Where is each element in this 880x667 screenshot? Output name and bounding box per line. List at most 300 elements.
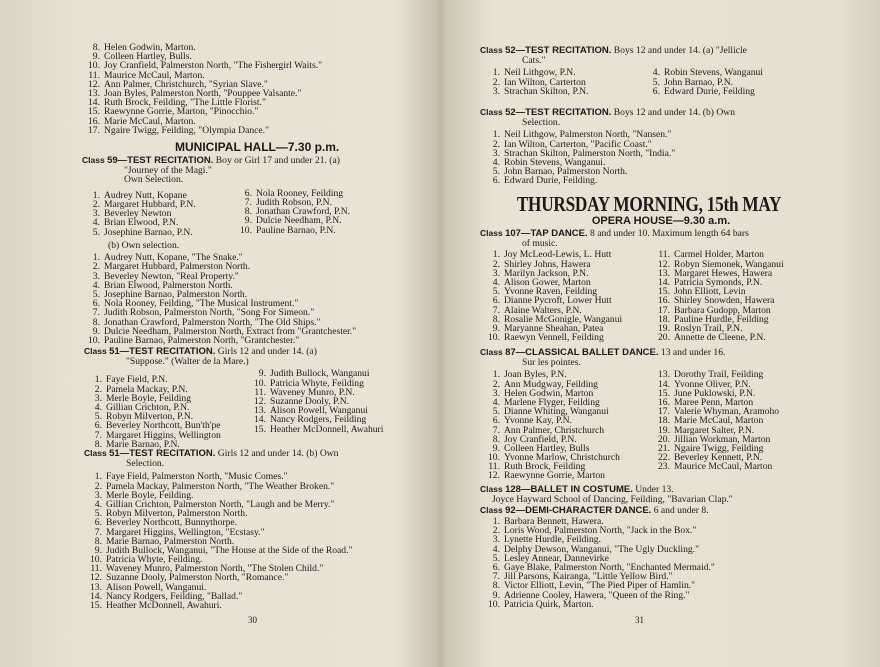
entry-text: Suzanne Dooly, P.N. [270, 395, 350, 407]
entry-number: 8. [492, 580, 500, 592]
entry-number: 3. [92, 208, 100, 220]
entry-number: 13. [90, 581, 102, 593]
class-51a-sub1: "Suppose." (Walter de la Mare.) [126, 356, 249, 367]
entry-text: Faye Field, Palmerston North, "Music Comes." [106, 471, 288, 483]
entry-number: 16. [658, 295, 670, 307]
entry-number: 2. [492, 258, 500, 270]
entry-text: Edward Durie, Feilding. [504, 175, 598, 187]
entry-number: 12. [90, 572, 102, 584]
entry-text: Brian Elwood, P.N. [104, 217, 179, 229]
entry-text: Marie Barnao, Palmerston North. [106, 535, 235, 547]
entry-text: Pauline Barnao, Palmerston North, "Grantchester." [104, 334, 300, 346]
entry-number: 5. [94, 508, 102, 520]
right-page [442, 0, 880, 667]
entry-number: 6. [94, 420, 102, 432]
entry-number: 7. [94, 526, 102, 538]
class-87-col-b [656, 370, 779, 471]
list-item [238, 226, 350, 235]
entry-text: Josephine Barnao, P.N. [104, 226, 193, 238]
entry-number: 6. [94, 517, 102, 529]
class-59-col-a [86, 191, 196, 237]
entry-text: Yvonne Oliver, P.N. [674, 378, 751, 390]
entry-text: Alaine Walters, P.N. [504, 304, 582, 316]
list-item [486, 333, 622, 342]
entry-number: 9. [258, 368, 266, 380]
entry-text: Marlene Flyger, Feilding [504, 396, 600, 408]
entry-text: Heather McDonnell, Awahuri [270, 423, 384, 435]
entry-text: Ruth Brock, Feilding, "The Little Florist." [104, 97, 266, 109]
entry-text: Robyn Milverton, P.N. [106, 411, 194, 423]
entry-number: 3. [492, 147, 500, 159]
entry-text: Lynette Hurdle, Feilding. [504, 534, 601, 546]
entry-number: 10. [488, 332, 500, 344]
entry-text: Jonathan Crawford, Palmerston North, "The Old Ships." [104, 316, 321, 328]
hall-heading: MUNICIPAL HALL—7.30 p.m. [175, 140, 340, 154]
entry-number: 9. [492, 322, 500, 334]
entry-number: 8. [92, 316, 100, 328]
entry-number: 15. [254, 423, 266, 435]
entry-text: Yvonne Raven, Feilding [504, 286, 598, 298]
entry-text: Ann Palmer, Christchurch [504, 424, 605, 436]
entry-number: 4. [94, 498, 102, 510]
class-52a-col-b [646, 68, 763, 96]
entry-number: 9. [94, 544, 102, 556]
list-item [486, 600, 876, 609]
entry-text: Pauline Hurdle, Feilding [674, 313, 769, 325]
class-59-sub2: Own Selection. [124, 174, 184, 186]
entry-number: 12. [254, 395, 266, 407]
entry-number: 10. [90, 554, 102, 566]
class-52b-block [480, 107, 860, 186]
entry-text: Dulcie Needham, Palmerston North, Extract from "Grantchester." [104, 325, 357, 337]
entry-number: 15. [658, 387, 670, 399]
entry-text: Barbara Gudopp, Marton [674, 304, 771, 316]
class-52a-header: Class 52—TEST RECITATION. Boys 12 and under 14. (a) "Jellicle [480, 45, 747, 56]
class-92-list [486, 517, 876, 609]
entry-number: 13. [658, 267, 670, 279]
entry-text: Judith Bullock, Wanganui, "The House at the Side of the Road." [106, 544, 353, 556]
entry-number: 3. [492, 267, 500, 279]
entry-number: 4. [92, 279, 100, 291]
entry-text: Rosalie McGonigle, Wanganui [504, 313, 623, 325]
entry-text: Jillian Workman, Marton [674, 433, 771, 445]
entry-text: Alison Powell, Wanganui [270, 405, 368, 417]
entry-text: Joan Byles, P.N. [504, 369, 567, 381]
entry-text: Ngaire Twigg, Feilding, "Olympia Dance." [104, 124, 269, 136]
entry-text: Helen Godwin, Marton [504, 387, 594, 399]
entry-number: 20. [658, 332, 670, 344]
entry-text: Edward Durie, Feilding [664, 85, 755, 97]
entry-text: Joan Byles, Palmerston North, "Pouppee Valsante." [104, 87, 302, 99]
entry-number: 4. [652, 67, 660, 79]
entry-number: 15. [90, 600, 102, 612]
entry-number: 8. [92, 42, 100, 53]
class-52a-col-a [486, 68, 588, 96]
entry-text: Roslyn Trail, P.N. [674, 322, 743, 334]
entry-text: Joy Cranfield, P.N. [504, 433, 577, 445]
entry-text: Pamela Mackay, Palmerston North, "The Weather Broken." [106, 480, 335, 492]
entry-number: 2. [492, 378, 500, 390]
entry-text: Maryanne Sheahan, Patea [504, 322, 604, 334]
entry-number: 11. [658, 249, 670, 261]
class-59-block [82, 155, 422, 345]
entry-number: 1. [92, 252, 100, 264]
class-59-b-label: (b) Own selection. [108, 239, 180, 251]
entry-text: Valerie Whyman, Aramoho [674, 406, 780, 418]
list-item [656, 462, 779, 471]
class-128-header: Class 128—BALLET IN COSTUME. Under 13. [480, 484, 674, 495]
entry-number: 4. [492, 543, 500, 555]
entry-text: Marilyn Jackson, P.N. [504, 267, 589, 279]
entry-number: 18. [658, 313, 670, 325]
entry-text: Robin Stevens, Wanganui [664, 67, 763, 79]
entry-text: Marie McCaul, Marton. [104, 115, 196, 127]
class-51b-list [88, 472, 428, 610]
entry-number: 2. [94, 480, 102, 492]
class-59-header: Class 59—TEST RECITATION. Boy or Girl 17 and under 21. (a) [82, 155, 340, 166]
entry-text: Shirley Snowden, Hawera [674, 295, 775, 307]
entry-text: Shirley Johns, Hawera [504, 258, 591, 270]
entry-number: 8. [244, 206, 252, 218]
entry-text: Patricia Symonds, P.N. [674, 276, 763, 288]
entry-number: 6. [492, 175, 500, 187]
entry-number: 3. [94, 489, 102, 501]
class-52b-header: Class 52—TEST RECITATION. Boys 12 and under 14. (b) Own [480, 107, 736, 118]
entry-text: Ian Wilton, Carterton [504, 76, 586, 88]
entry-number: 5. [92, 226, 100, 238]
entry-number: 11. [488, 461, 500, 473]
entry-number: 8. [492, 433, 500, 445]
entry-number: 13. [254, 405, 266, 417]
entry-text: Beverley Northcott, Bunnythorpe. [106, 517, 238, 529]
entry-number: 16. [658, 396, 670, 408]
entry-text: Patricia Whyte, Feilding [270, 377, 364, 389]
entry-number: 4. [94, 401, 102, 413]
entry-number: 21. [658, 442, 670, 454]
entry-number: 15. [88, 106, 100, 118]
entry-number: 4. [92, 217, 100, 229]
entry-number: 17. [88, 124, 100, 136]
class-51a-col-a [88, 375, 221, 449]
list-item [486, 471, 620, 480]
entry-text: Gillian Crichton, Palmerston North, "Laugh and be Merry." [106, 498, 335, 510]
entry-number: 3. [492, 387, 500, 399]
entry-number: 16. [88, 115, 100, 127]
entry-text: Strachan Skilton, Palmerston North, "India." [504, 147, 676, 159]
entry-number: 1. [492, 516, 500, 527]
class-128-sub1: Joyce Hayward School of Dancing, Feilding, "Bavarian Clap." [492, 494, 733, 505]
entry-number: 7. [492, 424, 500, 436]
entry-text: Alison Gower, Marton [504, 276, 591, 288]
entry-number: 12. [488, 470, 500, 482]
class-107-entries [480, 250, 870, 346]
entry-number: 7. [492, 571, 500, 583]
entry-text: Helen Godwin, Marton. [104, 42, 196, 53]
entry-number: 18. [658, 415, 670, 427]
entry-number: 13. [658, 369, 670, 381]
entry-number: 10. [488, 598, 500, 610]
entry-text: Alison Powell, Wanganui. [106, 581, 207, 593]
entry-text: Beverley Kennett, P.N. [674, 452, 763, 464]
entry-text: Ann Palmer, Christchurch, "Syrian Slave." [104, 78, 268, 90]
entry-number: 5. [492, 166, 500, 178]
entry-number: 17. [658, 406, 670, 418]
entry-text: Margaret Higgins, Wellington, "Ecstasy." [106, 526, 265, 538]
entry-number: 14. [88, 97, 100, 109]
entry-text: Merle Boyle, Feilding. [106, 489, 194, 501]
entry-number: 2. [92, 261, 100, 273]
entry-text: Colleen Hartley, Bulls. [104, 51, 192, 63]
entry-number: 9. [492, 442, 500, 454]
entry-number: 4. [492, 276, 500, 288]
class-59-col-b [238, 189, 350, 235]
entry-text: Victor Elliott, Levin, "The Pied Piper of Hamlin." [504, 580, 696, 592]
entry-number: 12. [658, 258, 670, 270]
entry-text: Patricia Quirk, Marton. [504, 598, 594, 610]
entry-text: Margaret Hubbard, P.N. [104, 199, 196, 210]
entry-text: Judith Robson, P.N. [256, 197, 332, 208]
entry-text: Gillian Crichton, P.N. [106, 401, 190, 413]
entry-text: Faye Field, P.N. [106, 374, 168, 386]
entry-text: John Elliott, Levin [674, 286, 746, 298]
entry-text: Ian Wilton, Carterton, "Pacific Coast." [504, 138, 652, 150]
entry-text: Maurice McCaul, Marton [674, 461, 773, 473]
class-107-header: Class 107—TAP DANCE. 8 and under 10. Maximum length 64 bars [480, 228, 749, 239]
entry-number: 7. [492, 304, 500, 316]
class-52a-entries [480, 68, 860, 98]
entry-text: Margaret Hubbard, Palmerston North. [104, 261, 251, 273]
entry-number: 2. [94, 383, 102, 395]
entry-number: 6. [492, 561, 500, 573]
class-52b-list [486, 130, 866, 185]
entry-text: Marie McCaul, Marton [674, 415, 764, 427]
entry-text: John Barnao, Palmerston North. [504, 166, 628, 178]
entry-text: Barbara Bennett, Hawera. [504, 516, 604, 527]
list-item [486, 176, 866, 185]
entry-text: Beverley Northcott, Bun'th'pe [106, 420, 221, 432]
entry-number: 1. [492, 129, 500, 141]
list-item [86, 126, 322, 135]
entry-number: 7. [94, 429, 102, 441]
entry-text: Raewynne Gorrie, Marton, "Pinocchio." [104, 106, 259, 118]
entry-number: 2. [492, 525, 500, 537]
entry-number: 8. [492, 313, 500, 325]
entry-text: Yvonne Marlow, Christchurch [504, 452, 620, 464]
entry-number: 6. [492, 295, 500, 307]
class-107-sub1: of music. [522, 238, 558, 249]
entry-text: Strachan Skilton, P.N. [504, 85, 589, 97]
entry-number: 2. [492, 138, 500, 150]
entry-number: 11. [90, 563, 102, 575]
entry-text: Jonathan Crawford, P.N. [256, 206, 351, 218]
class-59-entries [82, 189, 422, 241]
entry-text: Maurice McCaul, Marton. [104, 69, 205, 81]
entry-text: Ngaire Twigg, Feilding [674, 442, 764, 454]
entry-number: 4. [492, 396, 500, 408]
entry-number: 6. [244, 187, 252, 199]
class-87-entries [480, 370, 870, 486]
entry-text: Delphy Dewson, Wanganui, "The Ugly Duckling." [504, 543, 699, 555]
list-item [252, 425, 383, 434]
entry-number: 10. [240, 224, 252, 236]
entry-number: 1. [92, 189, 100, 201]
class-51a-header: Class 51—TEST RECITATION. Girls 12 and under 14. (a) [84, 346, 317, 357]
entry-text: Merle Boyle, Feilding [106, 392, 191, 404]
entry-text: Audrey Nutt, Kopane, "The Snake." [104, 252, 243, 264]
entry-text: Waveney Munro, P.N. [270, 386, 355, 398]
entry-text: Dianne Pycroft, Lower Hutt [504, 295, 612, 307]
class-52a-block [480, 45, 860, 98]
entry-number: 7. [92, 307, 100, 319]
entry-number: 12. [88, 78, 100, 90]
entry-text: Yvonne Kay, P.N. [504, 415, 572, 427]
entry-text: Gaye Blake, Palmerston North, "Enchanted Mermaid." [504, 561, 715, 573]
entry-text: Adrienne Cooley, Hawera, "Queen of the Ring." [504, 589, 690, 601]
entry-text: Neil Lithgow, Palmerston North, "Nansen." [504, 129, 672, 141]
entry-number: 14. [658, 378, 670, 390]
entry-text: Jill Parsons, Kairanga, "Little Yellow Bird." [504, 571, 673, 583]
venue-heading: OPERA HOUSE—9.30 a.m. [591, 215, 731, 227]
entry-text: Waveney Munro, Palmerston North, "The Stolen Child." [106, 563, 324, 575]
entry-text: Nancy Rodgers, Feilding, "Ballad." [106, 590, 243, 602]
class-92-header: Class 92—DEMI-CHARACTER DANCE. 6 and under 8. [480, 505, 709, 516]
class-107-col-b [656, 250, 784, 342]
entry-text: Margaret Higgins, Wellington [106, 429, 221, 441]
entry-number: 15. [658, 286, 670, 298]
entry-number: 3. [92, 270, 100, 282]
entry-text: Annette de Cleene, P.N. [674, 332, 766, 344]
entry-text: Beverley Newton [104, 208, 172, 220]
entry-text: Nola Rooney, Feilding [256, 187, 344, 199]
class-52b-sub1: Selection. [522, 117, 561, 128]
entry-number: 8. [94, 535, 102, 547]
entry-number: 23. [658, 461, 670, 473]
entry-text: Colleen Hartley, Bulls [504, 442, 590, 454]
entry-text: Lesley Annear, Dannevirke [504, 552, 609, 564]
entry-number: 11. [88, 69, 100, 81]
entry-text: Beverley Newton, "Real Property." [104, 270, 239, 282]
class-51a-entries [84, 369, 424, 449]
entry-text: Judith Robson, Palmerston North, "Song For Simeon." [104, 307, 315, 319]
entry-number: 6. [492, 415, 500, 427]
entry-text: Raewyn Vennell, Feilding [504, 332, 604, 344]
entry-text: Nola Rooney, Feilding, "The Musical Instrument." [104, 298, 299, 310]
class-51b-header: Class 51—TEST RECITATION. Girls 12 and under 14. (b) Own [84, 448, 339, 459]
entry-text: Joy McLeod-Lewis, L. Hutt [504, 249, 612, 261]
class-51a-block [84, 346, 424, 449]
class-92-block [480, 505, 870, 609]
entry-number: 9. [492, 589, 500, 601]
page-number: 30 [248, 615, 257, 625]
day-heading: THURSDAY MORNING, 15th MAY [516, 192, 782, 216]
entry-text: Dorothy Trail, Feilding [674, 369, 764, 381]
entry-number: 3. [492, 534, 500, 546]
entry-number: 1. [492, 249, 500, 261]
entry-text: Joy Cranfield, Palmerston North, "The Fishergirl Waits." [104, 60, 323, 72]
entry-number: 10. [488, 452, 500, 464]
entry-number: 5. [492, 286, 500, 298]
entry-text: Pauline Barnao, P.N. [256, 224, 336, 236]
entry-number: 14. [254, 414, 266, 426]
entry-number: 1. [492, 369, 500, 381]
list-item [88, 601, 428, 610]
entry-text: Ruth Brock, Feilding [504, 461, 586, 473]
class-59-sub1: "Journey of the Magi." [124, 165, 212, 176]
class-52a-sub1: Cats." [522, 55, 546, 66]
class-87-header: Class 87—CLASSICAL BALLET DANCE. 13 and under 16. [480, 347, 726, 358]
entry-text: Dianne Whiting, Wanganui [504, 406, 609, 418]
entry-number: 10. [88, 60, 100, 72]
page-number: 31 [635, 615, 644, 625]
entry-number: 22. [658, 452, 670, 464]
class-51a-col-b [252, 369, 383, 433]
entry-text: Maree Penn, Marton [674, 396, 754, 408]
class-107-col-a [486, 250, 622, 342]
entry-text: Margaret Hewes, Hawera [674, 267, 773, 279]
class-87-block [480, 347, 870, 486]
list-item [646, 87, 763, 96]
list-item [656, 333, 784, 342]
entry-number: 20. [658, 433, 670, 445]
entry-text: Loris Wood, Palmerston North, "Jack in the Box." [504, 525, 697, 537]
entry-number: 5. [92, 288, 100, 300]
class-59-b-list [86, 253, 426, 345]
entry-text: Margaret Salter, P.N. [674, 424, 755, 436]
entry-text: Suzanne Dooly, Palmerston North, "Romance." [106, 572, 289, 584]
entry-number: 3. [94, 392, 102, 404]
entry-number: 5. [492, 406, 500, 418]
class-51b-block [84, 448, 424, 610]
entry-text: Patricia Whyte, Feilding. [106, 554, 203, 566]
entry-number: 19. [658, 424, 670, 436]
entry-number: 5. [492, 552, 500, 564]
entry-number: 5. [652, 76, 660, 88]
entry-text: Pamela Mackay, P.N. [106, 383, 188, 395]
entry-number: 17. [658, 304, 670, 316]
entry-text: Brian Elwood, Palmerston North. [104, 279, 233, 291]
entry-text: Neil Lithgow, P.N. [504, 67, 576, 79]
entry-text: June Puklowski, P.N. [674, 387, 756, 399]
entry-number: 9. [244, 215, 252, 227]
entry-text: Robin Stevens, Wanganui. [504, 156, 606, 168]
class-107-block [480, 228, 870, 346]
entry-text: Judith Bullock, Wanganui [270, 368, 370, 380]
class-87-sub1: Sur les pointes. [522, 357, 581, 368]
entry-text: Dulcie Needham, P.N. [256, 215, 342, 227]
entry-number: 9. [92, 51, 100, 63]
entry-text: Heather McDonnell, Awahuri. [106, 600, 222, 612]
entry-number: 11. [254, 386, 266, 398]
class-51b-sub1: Selection. [126, 458, 165, 469]
intro-list [86, 43, 322, 135]
entry-number: 13. [88, 87, 100, 99]
class-87-col-a [486, 370, 620, 480]
entry-text: Robyn Milverton, Palmerston North. [106, 508, 248, 520]
class-128-block [480, 484, 870, 504]
entry-number: 1. [492, 67, 500, 79]
entry-text: Ann Mudgway, Feilding [504, 378, 598, 390]
entry-number: 5. [94, 411, 102, 423]
entry-number: 4. [492, 156, 500, 168]
entry-number: 10. [254, 377, 266, 389]
entry-number: 2. [492, 76, 500, 88]
entry-number: 3. [492, 85, 500, 97]
entry-number: 9. [92, 325, 100, 337]
entry-number: 8. [94, 438, 102, 450]
entry-number: 14. [658, 276, 670, 288]
entry-number: 14. [90, 590, 102, 602]
entry-text: Audrey Nutt, Kopane [104, 189, 187, 201]
